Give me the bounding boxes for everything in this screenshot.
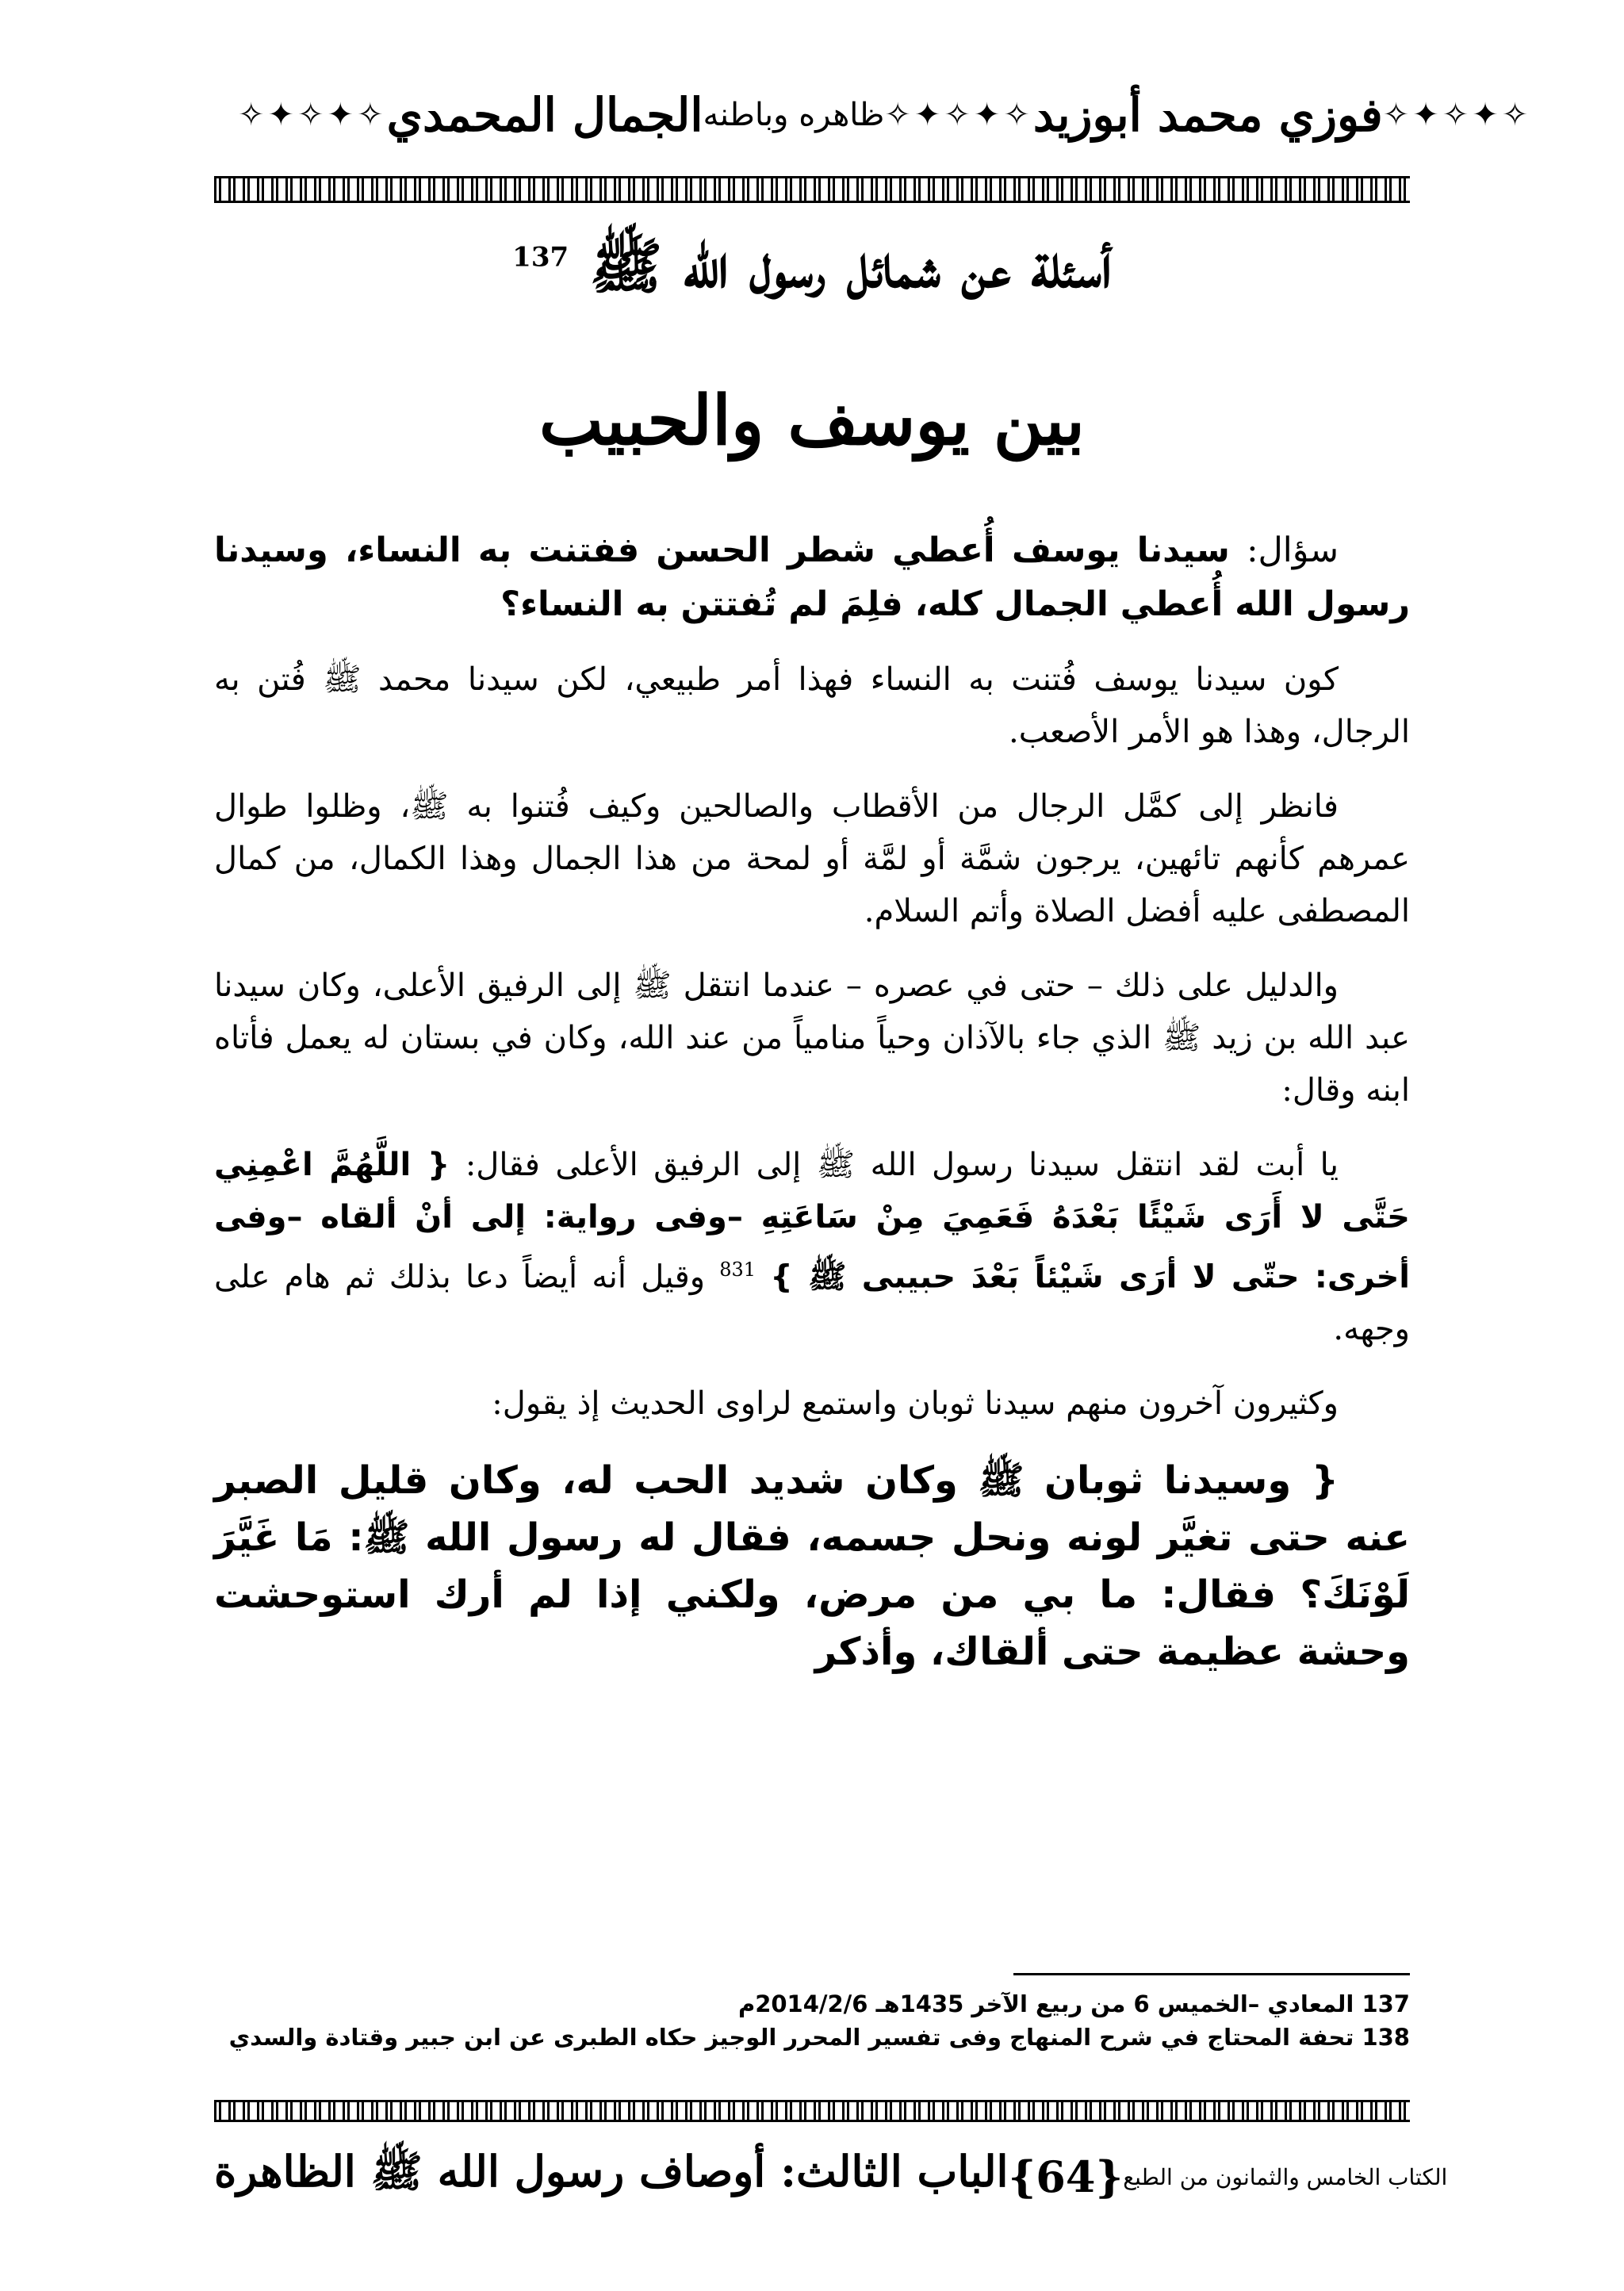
title-footnote-ref: 137: [512, 241, 569, 274]
question-label: سؤال:: [1247, 531, 1339, 570]
quote-paragraph: [214, 1139, 1410, 1355]
footnote-137: 137 المعادي –الخميس 6 من ربيع الآخر 1435هـ 2014/2/6م: [737, 1990, 1410, 2017]
quote-text: { اللَّهُمَّ اعْمِنِي حَتَّى لا أَرَى شَيْئًا بَعْدَهُ فَعَمِيَ مِنْ سَاعَتِهِ –وفى رواية: إلى أنْ ألقاه –وفى أخرى: حتّى لا أرَى شَيْئاً بَعْدَ حبيبى ﷺ }: [214, 1147, 1411, 1296]
header-ornament-left: ✧✦✧✦✧: [1382, 97, 1532, 133]
footer-chapter-title: الباب الثالث: أوصاف رسول الله ﷺ الظاهرة: [214, 2146, 1009, 2197]
section-title: [0, 230, 1624, 317]
quote-tail: وقيل أنه أيضاً دعا بذلك ثم هام على وجهه.: [214, 1259, 1410, 1348]
footer-ornamental-border: [214, 2100, 1410, 2122]
page-number: {64}: [1008, 2151, 1124, 2202]
answer-paragraph-2: فانظر إلى كمَّل الرجال من الأقطاب والصالحين وكيف فُتنوا به ﷺ، وظلوا طوال عمرهم كأنهم تائهين، يرجون شمَّة أو لمَّة أو لمحة من هذا الجمال وهذا الكمال، من كمال المصطفى عليه أفضل الصلاة وأتم السلام.: [214, 788, 1410, 929]
section-title-text: أسئلة عن شمائل رسول الله ﷺ: [589, 231, 1112, 301]
footnote-138: 138 تحفة المحتاج في شرح المنهاج وفى تفسير المحرر الوجيز حكاه الطبرى عن ابن جبير وقتادة والسدي: [228, 2024, 1410, 2051]
hadith-paragraph: { وسيدنا ثوبان ﷺ وكان شديد الحب له، وكان قليل الصبر عنه حتى تغيَّر لونه ونحل جسمه، فقال له رسول الله ﷺ: مَا غَيَّرَ لَوْنَكَ؟ فقال: ما بي من مرض، ولكني إذا لم أرك استوحشت وحشة عظيمة حتى ألقاك، وأذكر: [214, 1458, 1410, 1675]
header-ornament-middle: ✧✦✧✦✧: [884, 97, 1033, 133]
footnote-divider: [1013, 1973, 1410, 1975]
header-ornamental-border: [214, 176, 1410, 203]
quote-intro: يا أبت لقد انتقل سيدنا رسول الله ﷺ إلى الرفيق الأعلى فقال:: [465, 1147, 1339, 1183]
page-header: [238, 71, 1532, 159]
answer-paragraph-1: كون سيدنا يوسف فُتنت به النساء فهذا أمر طبيعي، لكن سيدنا محمد ﷺ فُتن به الرجال، وهذا هو الأمر الأصعب.: [214, 661, 1410, 750]
header-book-title: الجمال المحمدي: [386, 88, 703, 142]
quote-footnote-ref: 831: [719, 1259, 756, 1281]
answer-paragraph-4: وكثيرون آخرون منهم سيدنا ثوبان واستمع لراوى الحديث إذ يقول:: [492, 1385, 1339, 1423]
footnotes: [214, 1987, 1410, 2054]
question-paragraph: [214, 523, 1410, 631]
footer-book-section: الكتاب الخامس والثمانون من الطبع: [1123, 2163, 1448, 2190]
header-author: فوزي محمد أبوزيد: [1032, 88, 1383, 142]
page-footer: [214, 2141, 1448, 2212]
header-ornament-right: ✧✦✧✦✧: [238, 97, 387, 133]
header-book-subtitle: ظاهره وباطنه: [703, 97, 885, 133]
question-text: سيدنا يوسف أُعطي شطر الحسن ففتنت به النساء، وسيدنا رسول الله أُعطي الجمال كله، فلِمَ لم تُفتتن به النساء؟: [214, 531, 1410, 624]
answer-paragraph-3: والدليل على ذلك – حتى في عصره – عندما انتقل ﷺ إلى الرفيق الأعلى، وكان سيدنا عبد الله بن زيد ﷺ الذي جاء بالآذان وحياً منامياً من عند الله، وكان في بستان له يعمل فأتاه ابنه وقال:: [214, 967, 1410, 1109]
main-text: [214, 523, 1410, 1703]
section-subtitle: بين يوسف والحبيب: [538, 381, 1086, 461]
